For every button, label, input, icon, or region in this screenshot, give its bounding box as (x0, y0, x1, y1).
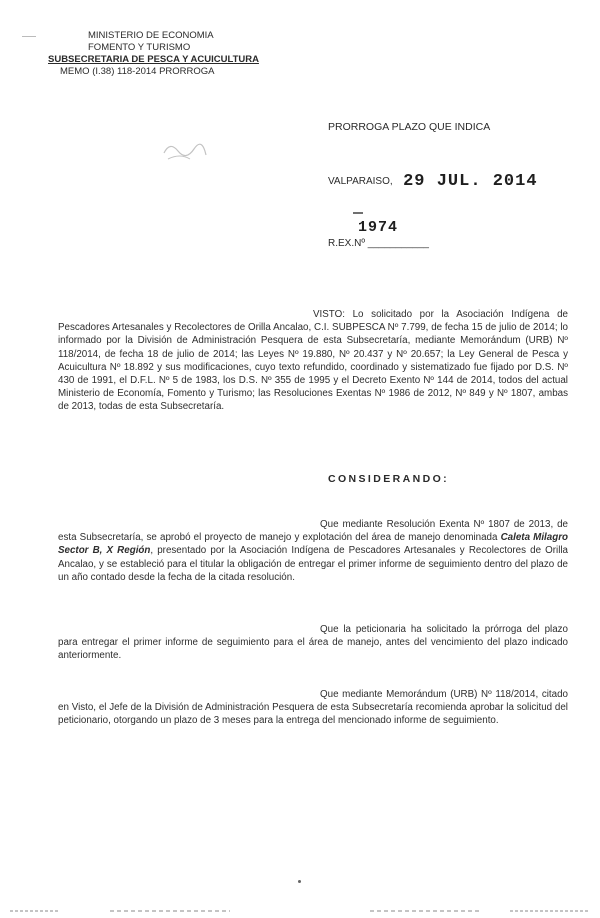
date-place: VALPARAISO, (328, 176, 393, 187)
scan-mark (22, 36, 36, 43)
ministry-header (48, 30, 268, 78)
dateline (328, 172, 538, 191)
faded-stamp-icon (160, 135, 210, 163)
date-stamp: 29 JUL. 2014 (403, 172, 538, 191)
ministry-subname: FOMENTO Y TURISMO (88, 42, 191, 53)
ministry-name: MINISTERIO DE ECONOMIA (88, 30, 214, 41)
footer-scan-marks (0, 906, 600, 916)
considerando-heading: CONSIDERANDO: (328, 473, 450, 485)
considerando-paragraph-1 (58, 518, 568, 584)
considerando-1-text-b: , presentado por la Asociación Indígena de Pescadores Artesanales y Recolectores de Orilla Ancalao, y se estableció para el titular la obligación de entregar el primer informe de seguimiento dentro del plazo de un año contado desde la fecha de la citada resolución. (58, 545, 568, 583)
scan-dot (298, 880, 301, 883)
considerando-paragraph-2: Que la peticionaria ha solicitado la prórroga del plazo para entregar el primer informe de seguimiento para el área de manejo, antes del vencimiento del plazo indicado anteriormente. (58, 624, 568, 662)
considerando-1-area-name: Caleta Milagro Sector B, X Región (58, 532, 568, 557)
resolution-label: R.EX.Nº ___________ (328, 238, 429, 249)
considerando-paragraph-3: Que mediante Memorándum (URB) Nº 118/2014, citado en Visto, el Jefe de la División de Administración Pesquera de esta Subsecretaría recomienda aprobar la solicitud del peticionario, otorgando un plazo de 3 meses para la entrega del mencionado informe de seguimiento. (58, 689, 568, 727)
visto-paragraph: VISTO: Lo solicitado por la Asociación Indígena de Pescadores Artesanales y Recolectores de Orilla Ancalao, C.I. SUBPESCA Nº 7.799, de fecha 15 de julio de 2014; lo informado por la División de Administración Pesquera de esta Subsecretaría, mediante Memorándum (URB) Nº 118/2014, de fecha 18 de julio de 2014; las Leyes Nº 19.880, Nº 20.437 y Nº 20.657; la Ley General de Pesca y Acuicultura Nº 18.892 y sus modificaciones, cuyo texto refundido, coordinado y sistematizado fue fijado por D.S. Nº 430 de 1991, el D.F.L. Nº 5 de 1983, los D.S. Nº 355 de 1995 y el Decreto Exento Nº 144 de 2014, todos del actual Ministerio de Economía, Fomento y Turismo; las Resoluciones Exentas Nº 1986 de 2012, Nº 849 y Nº 1807, ambas de 2013, todas de esta Subsecretaría. (58, 309, 568, 413)
memo-reference: MEMO (I.38) 118-2014 PRORROGA (60, 66, 215, 77)
document-subject: PRORROGA PLAZO QUE INDICA (328, 121, 491, 133)
number-mark (353, 212, 363, 214)
subsecretary-name: SUBSECRETARIA DE PESCA Y ACUICULTURA (48, 54, 259, 65)
considerando-1-text-a: Que mediante Resolución Exenta Nº 1807 de 2013, de esta Subsecretaría, se aprobó el proyecto de manejo y explotación del área de manejo denominada (58, 519, 568, 544)
resolution-number: 1974 (358, 219, 399, 236)
